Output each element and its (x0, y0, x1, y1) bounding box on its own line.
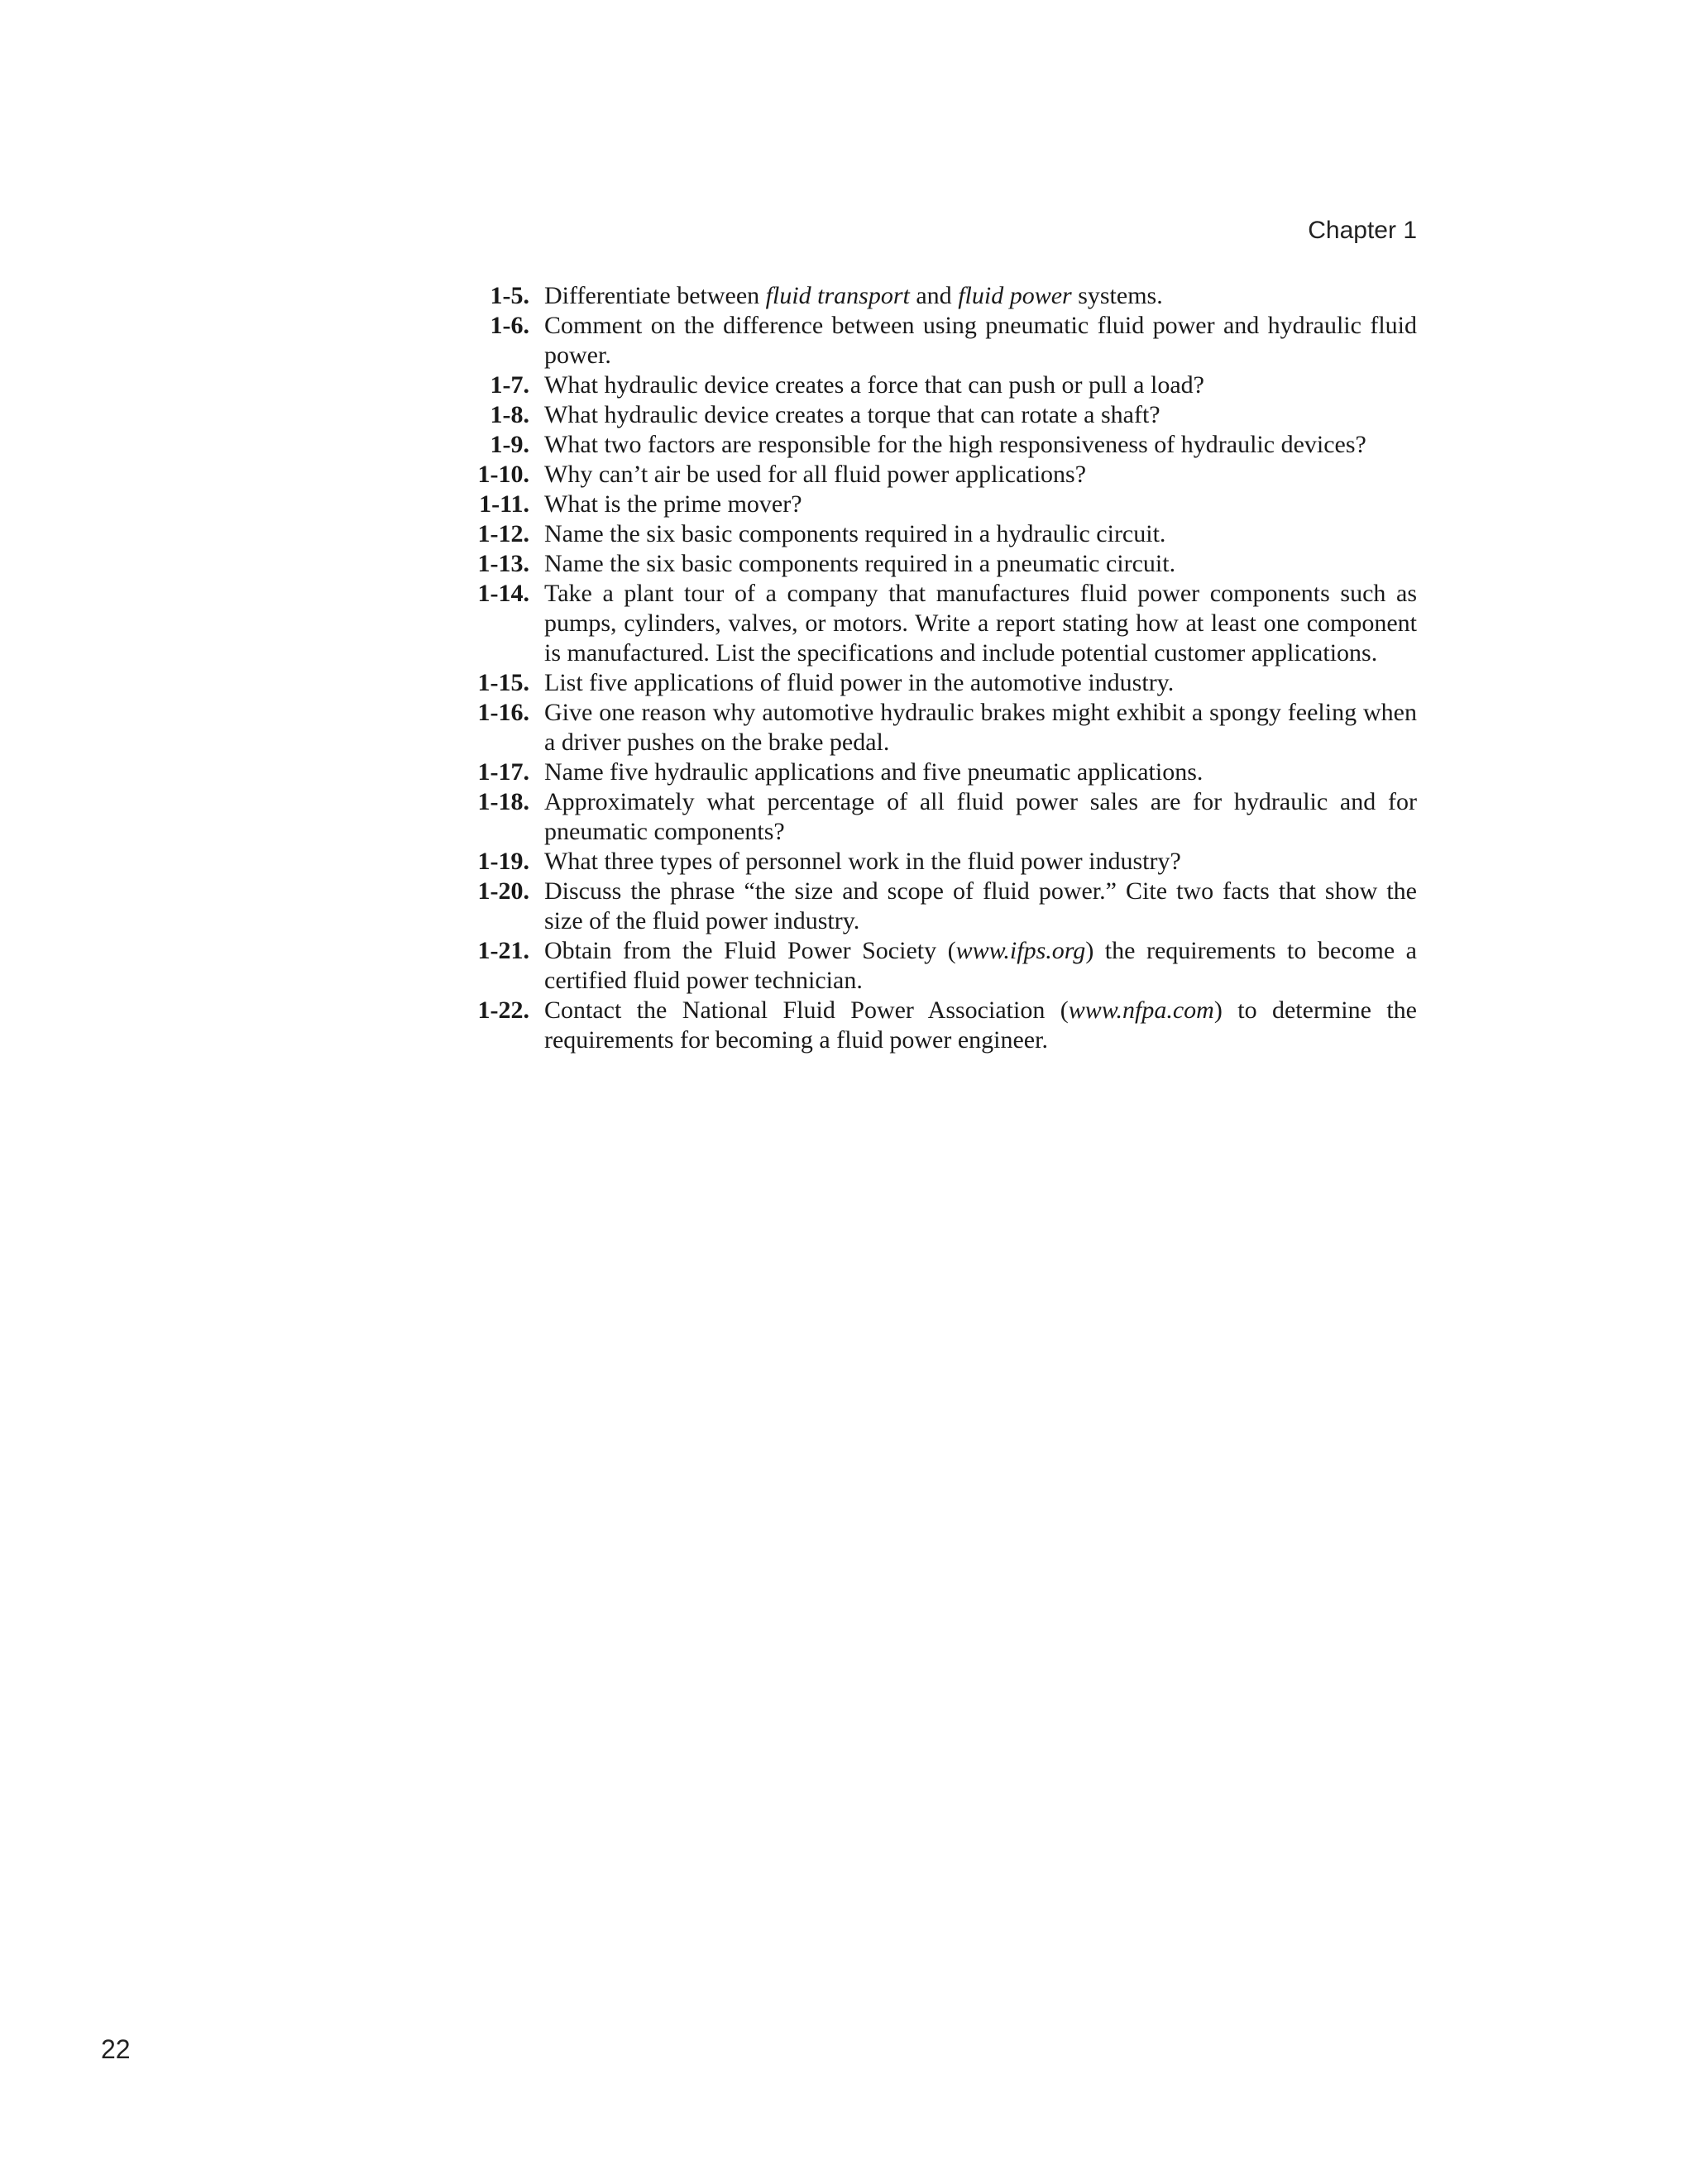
question-text: Comment on the difference between using pneumatic fluid power and hydraulic fluid power. (544, 312, 1417, 369)
question-item (471, 579, 1417, 668)
question-number: 1-21. (477, 937, 529, 964)
url-link[interactable]: www.ifps.org (955, 937, 1086, 964)
page-number: 22 (101, 2034, 131, 2064)
question-number: 1-19. (477, 848, 529, 875)
question-number: 1-10. (477, 461, 529, 488)
question-text: Discuss the phrase “the size and scope of fluid power.” Cite two facts that show the size of the fluid power industry. (544, 877, 1417, 934)
question-item (471, 847, 1417, 877)
question-text: What hydraulic device creates a torque that can rotate a shaft? (544, 401, 1160, 428)
question-text: Name the six basic components required in a hydraulic circuit. (544, 520, 1166, 547)
question-text: Give one reason why automotive hydraulic brakes might exhibit a spongy feeling when a driver pushes on the brake pedal. (544, 699, 1417, 756)
question-item (471, 281, 1417, 311)
question-number: 1-12. (477, 520, 529, 547)
question-text: Approximately what percentage of all fluid power sales are for hydraulic and for pneumatic components? (544, 788, 1417, 845)
question-item (471, 400, 1417, 430)
url-link[interactable]: www.nfpa.com (1068, 996, 1214, 1024)
question-number: 1-16. (477, 699, 529, 726)
question-item (471, 549, 1417, 579)
question-item (471, 698, 1417, 757)
question-item (471, 877, 1417, 936)
question-text: What is the prime mover? (544, 490, 802, 518)
question-number: 1-6. (490, 312, 529, 339)
question-item (471, 757, 1417, 787)
question-number: 1-14. (477, 580, 529, 607)
question-item (471, 311, 1417, 370)
question-item (471, 787, 1417, 847)
question-item (471, 936, 1417, 996)
question-text: Differentiate between fluid transport and fluid power systems. (544, 282, 1163, 309)
question-text: List five applications of fluid power in the automotive industry. (544, 669, 1175, 696)
question-text: What hydraulic device creates a force that can push or pull a load? (544, 371, 1204, 399)
question-text: What two factors are responsible for the high responsiveness of hydraulic devices? (544, 431, 1366, 458)
question-item (471, 460, 1417, 490)
question-text: Contact the National Fluid Power Association (www.nfpa.com) to determine the requirements for becoming a fluid power engineer. (544, 996, 1417, 1054)
question-text: Obtain from the Fluid Power Society (www.ifps.org) the requirements to become a certified fluid power technician. (544, 937, 1417, 994)
emphasis-term: fluid power (958, 282, 1072, 309)
question-number: 1-18. (477, 788, 529, 815)
review-questions-list (471, 281, 1417, 1055)
question-item (471, 370, 1417, 400)
running-head: Chapter 1 (1308, 217, 1417, 244)
question-number: 1-5. (490, 282, 529, 309)
question-text: Name the six basic components required in a pneumatic circuit. (544, 550, 1176, 577)
question-number: 1-20. (477, 877, 529, 905)
question-number: 1-17. (477, 758, 529, 786)
question-text: Name five hydraulic applications and five pneumatic applications. (544, 758, 1204, 786)
question-number: 1-11. (479, 490, 529, 518)
question-item (471, 996, 1417, 1055)
question-number: 1-15. (477, 669, 529, 696)
emphasis-term: fluid transport (765, 282, 910, 309)
question-item (471, 490, 1417, 519)
question-text: Take a plant tour of a company that manufactures fluid power components such as pumps, cylinders, valves, or motors. Write a report stating how at least one component is manufactured. List the specifications and include potential customer applications. (544, 580, 1417, 667)
question-text: Why can’t air be used for all fluid power applications? (544, 461, 1087, 488)
question-number: 1-9. (490, 431, 529, 458)
question-number: 1-8. (490, 401, 529, 428)
question-text: What three types of personnel work in the fluid power industry? (544, 848, 1181, 875)
question-number: 1-7. (490, 371, 529, 399)
question-number: 1-13. (477, 550, 529, 577)
question-item (471, 430, 1417, 460)
question-item (471, 519, 1417, 549)
question-number: 1-22. (477, 996, 529, 1024)
question-item (471, 668, 1417, 698)
